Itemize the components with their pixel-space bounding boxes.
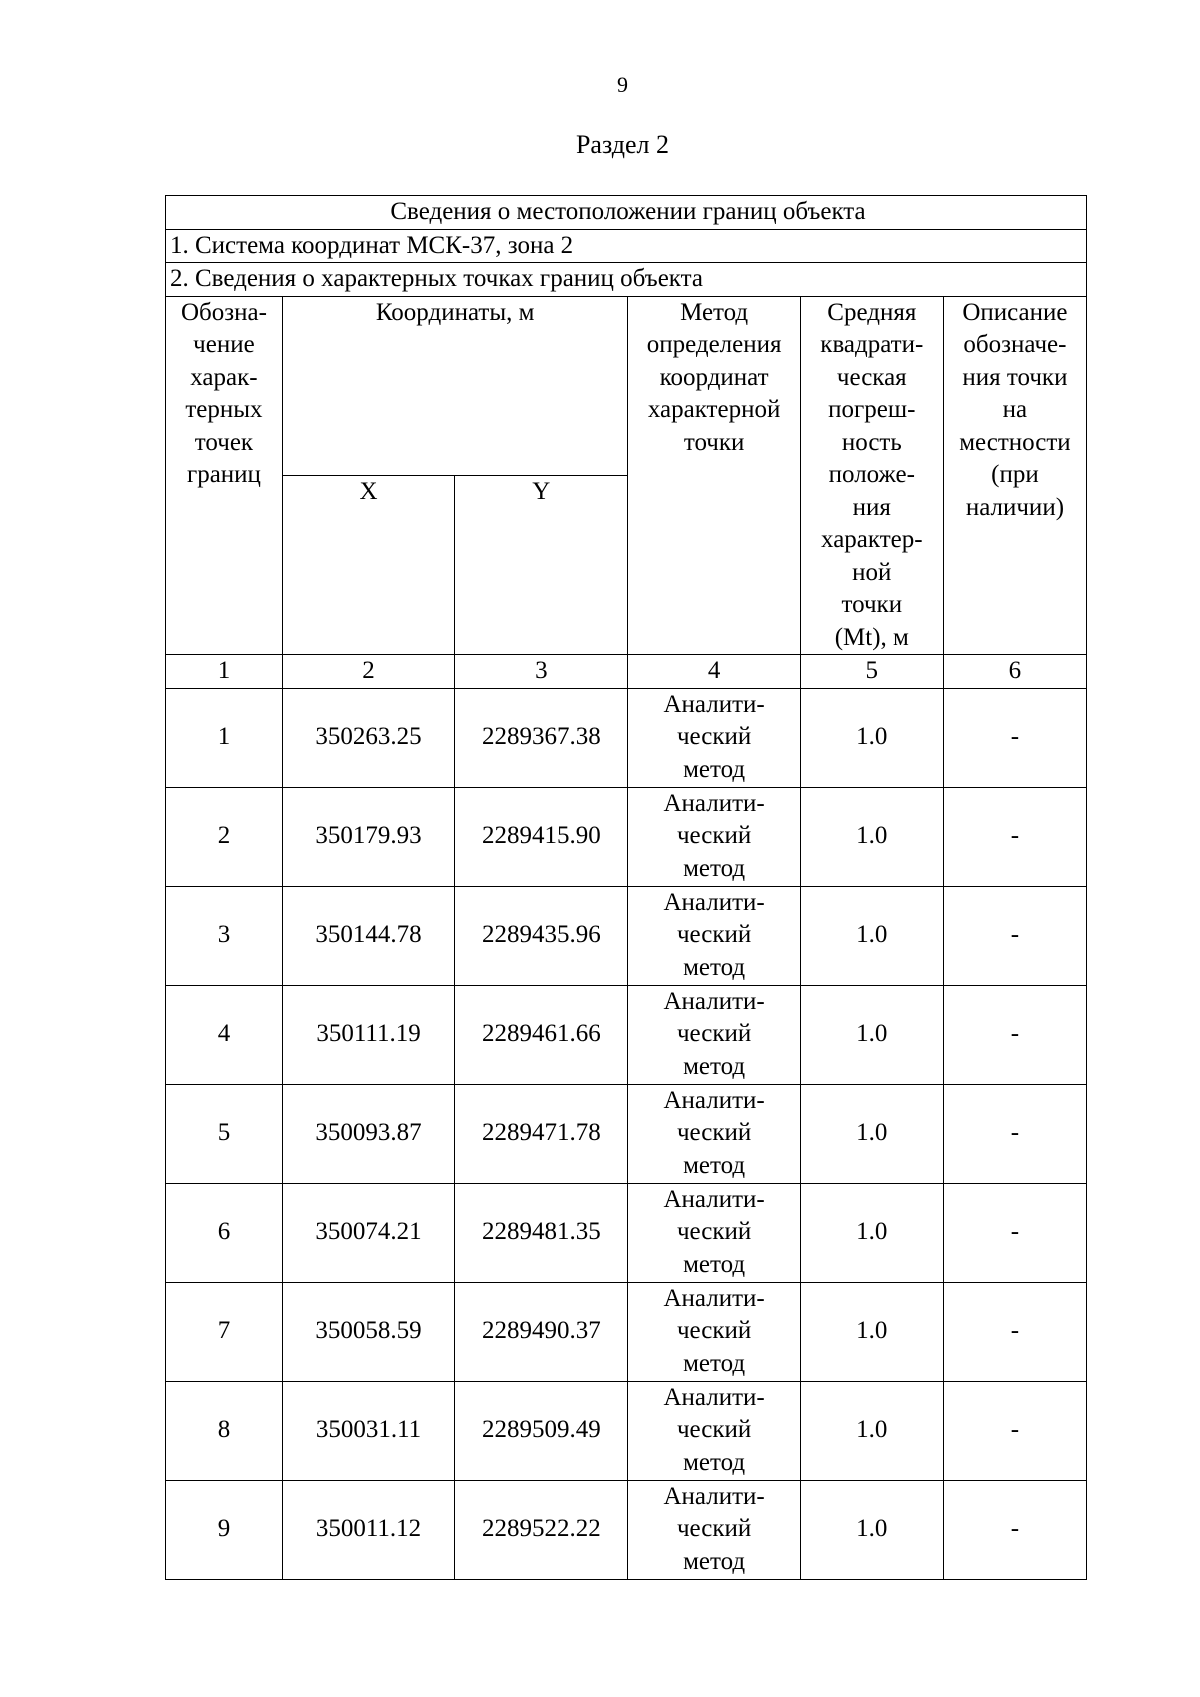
cell-line: характерной [647,396,781,423]
cell-line: границ [186,461,261,488]
column-numbers-row [166,655,1087,689]
cell-line: ния точки [962,363,1068,391]
cell-line: Аналити- [663,1086,765,1114]
table-row [166,1084,1087,1183]
description-cell: - [943,787,1086,886]
cell-line: метод [683,1547,746,1575]
x-coordinate-cell: 350263.25 [282,688,454,787]
cell-line: положе- [828,461,915,488]
point-number-cell: 1 [166,688,283,787]
y-coordinate-cell: 2289509.49 [455,1381,628,1480]
column-number: 3 [455,655,628,689]
cell-line: терных [185,396,263,423]
mt-cell: 1.0 [800,1480,943,1579]
x-coordinate-cell: 350144.78 [282,886,454,985]
cell-line: ческий [676,723,752,751]
point-number-cell: 2 [166,787,283,886]
x-coordinate-cell: 350058.59 [282,1282,454,1381]
cell-line: Метод [680,298,749,326]
x-coordinate-cell: 350179.93 [282,787,454,886]
table-row [166,886,1087,985]
header-description [943,296,1086,655]
header-error [800,296,943,655]
description-cell: - [943,1282,1086,1381]
description-cell: - [943,1084,1086,1183]
method-cell [628,1282,800,1381]
cell-line: определения [646,331,782,358]
y-coordinate-cell: 2289461.66 [455,985,628,1084]
cell-line: квадрати- [820,331,924,358]
table-row [166,688,1087,787]
column-number: 1 [166,655,283,689]
table-row [166,1381,1087,1480]
header-x: X [282,475,454,654]
point-number-cell: 9 [166,1480,283,1579]
method-cell [628,1084,800,1183]
mt-cell: 1.0 [800,985,943,1084]
cell-line: обозначе- [963,331,1067,358]
cell-line: на [1002,396,1028,423]
header-method [628,296,800,655]
cell-line: метод [683,1151,746,1179]
cell-line: погреш- [828,396,916,423]
cell-line: ной [852,558,892,586]
table-row [166,985,1087,1084]
method-cell [628,688,800,787]
mt-cell: 1.0 [800,1381,943,1480]
column-number: 2 [282,655,454,689]
cell-line: (Mt), м [834,623,909,651]
cell-line: характер- [821,526,923,553]
cell-line: ния [852,493,891,521]
description-cell: - [943,1381,1086,1480]
cell-line: ческий [676,1119,752,1147]
cell-line: Средняя [827,298,917,326]
header-y: Y [455,475,628,654]
cell-line: метод [683,1448,746,1476]
cell-line: Аналити- [663,987,765,1015]
description-cell: - [943,1480,1086,1579]
y-coordinate-cell: 2289471.78 [455,1084,628,1183]
cell-line: Обозна- [180,298,267,326]
cell-line: точек [194,428,254,456]
point-number-cell: 8 [166,1381,283,1480]
y-coordinate-cell: 2289522.22 [455,1480,628,1579]
cell-line: ность [841,428,902,456]
coordinate-system: 1. Система координат МСК-37, зона 2 [166,229,1087,263]
boundary-points-table [165,195,1087,1580]
points-heading: 2. Сведения о характерных точках границ объекта [166,263,1087,297]
y-coordinate-cell: 2289435.96 [455,886,628,985]
description-cell: - [943,985,1086,1084]
point-number-cell: 6 [166,1183,283,1282]
x-coordinate-cell: 350074.21 [282,1183,454,1282]
mt-cell: 1.0 [800,688,943,787]
point-number-cell: 4 [166,985,283,1084]
header-coordinates: Координаты, м [282,296,628,475]
method-cell [628,787,800,886]
cell-line: Аналити- [663,888,765,916]
cell-line: Аналити- [663,1284,765,1312]
point-number-cell: 7 [166,1282,283,1381]
mt-cell: 1.0 [800,787,943,886]
y-coordinate-cell: 2289367.38 [455,688,628,787]
cell-line: ческий [676,822,752,850]
description-cell: - [943,1183,1086,1282]
cell-line: местности [959,428,1071,456]
cell-line: точки [841,591,903,618]
description-cell: - [943,688,1086,787]
method-cell [628,1381,800,1480]
x-coordinate-cell: 350111.19 [282,985,454,1084]
cell-line: метод [683,953,746,981]
cell-line: Аналити- [663,1185,765,1213]
cell-line: точки [683,428,745,456]
cell-line: метод [683,755,746,783]
cell-line: ческая [836,363,907,391]
cell-line: метод [683,1250,746,1278]
method-cell [628,1183,800,1282]
mt-cell: 1.0 [800,1282,943,1381]
mt-cell: 1.0 [800,1183,943,1282]
column-number: 5 [800,655,943,689]
cell-line: Аналити- [663,1482,765,1510]
table-row [166,1183,1087,1282]
cell-line: Аналити- [663,1383,765,1411]
cell-line: ческий [676,1020,752,1048]
mt-cell: 1.0 [800,886,943,985]
section-title: Раздел 2 [575,130,670,159]
table-row [166,1480,1087,1579]
cell-line: Описание [962,298,1068,326]
cell-line: (при [991,461,1039,488]
cell-line: Аналити- [663,690,765,718]
column-number: 6 [943,655,1086,689]
cell-line: ческий [676,1317,752,1345]
cell-line: чение [193,331,255,358]
cell-line: метод [683,854,746,882]
description-cell: - [943,886,1086,985]
cell-line: ческий [676,1515,752,1543]
cell-line: ческий [676,1218,752,1246]
cell-line: метод [683,1349,746,1377]
y-coordinate-cell: 2289415.90 [455,787,628,886]
method-cell [628,1480,800,1579]
x-coordinate-cell: 350011.12 [282,1480,454,1579]
cell-line: координат [659,363,769,391]
column-number: 4 [628,655,800,689]
mt-cell: 1.0 [800,1084,943,1183]
cell-line: харак- [190,363,258,391]
cell-line: метод [683,1052,746,1080]
y-coordinate-cell: 2289481.35 [455,1183,628,1282]
header-designation [166,296,283,655]
page-number: 9 [617,72,628,97]
cell-line: ческий [676,921,752,949]
method-cell [628,886,800,985]
method-cell [628,985,800,1084]
x-coordinate-cell: 350093.87 [282,1084,454,1183]
y-coordinate-cell: 2289490.37 [455,1282,628,1381]
cell-line: Аналити- [663,789,765,817]
x-coordinate-cell: 350031.11 [282,1381,454,1480]
table-title: Сведения о местоположении границ объекта [166,196,1087,230]
cell-line: ческий [676,1416,752,1444]
table-row [166,787,1087,886]
table-row [166,1282,1087,1381]
point-number-cell: 5 [166,1084,283,1183]
point-number-cell: 3 [166,886,283,985]
cell-line: наличии) [965,493,1065,521]
